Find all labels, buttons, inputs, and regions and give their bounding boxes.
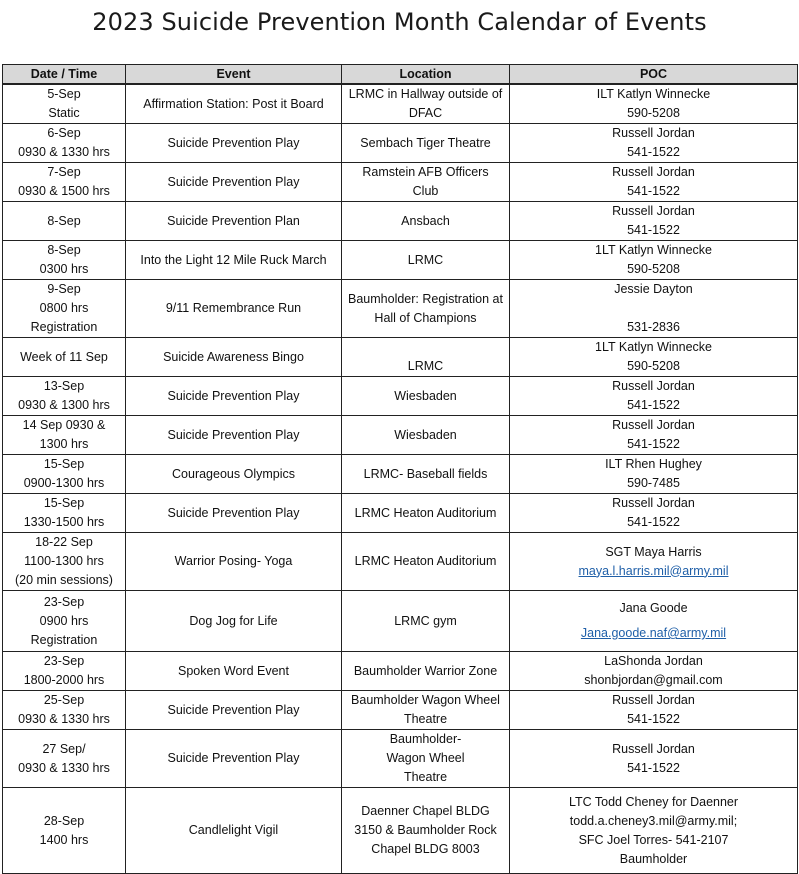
event-cell [126,533,342,591]
location-cell [342,494,510,533]
date-line: 0900-1300 hrs [23,476,105,490]
events-table [2,64,798,874]
location-line: Daenner Chapel BLDG [361,804,490,818]
date-line: Registration [30,320,98,334]
poc-cell [510,691,798,730]
poc-line: 541-1522 [627,760,680,775]
event-line: Affirmation Station: Post it Board [143,96,324,111]
table-row [3,163,798,202]
location-line: DFAC [408,106,443,120]
date-line: 18-22 Sep [35,535,93,549]
date-line: 0930 & 1500 hrs [18,184,110,198]
event-line: Suicide Prevention Plan [167,213,300,228]
page-title: 2023 Suicide Prevention Month Calendar of Events [92,8,707,36]
table-row [3,691,798,730]
location-line: Wiesbaden [394,388,457,403]
date-line: Week of 11 Sep [20,349,108,364]
event-line: Into the Light 12 Mile Ruck March [140,252,327,267]
date-line: 23-Sep [43,654,85,668]
poc-cell [510,280,798,338]
location-cell [342,652,510,691]
location-line: Baumholder Wagon Wheel [351,693,500,707]
event-cell [126,280,342,338]
date-cell [3,533,126,591]
date-cell [3,202,126,241]
date-cell [3,84,126,124]
poc-cell [510,788,798,874]
date-line: 0930 & 1330 hrs [18,760,110,775]
event-cell [126,455,342,494]
date-line: 0300 hrs [39,262,89,276]
location-cell [342,202,510,241]
date-line: 0900 hrs [39,613,89,628]
location-line: Theatre [403,712,448,726]
event-cell [126,202,342,241]
poc-line: LTC Todd Cheney for Daenner [568,794,739,809]
table-row [3,416,798,455]
poc-line: Russell Jordan [612,379,695,393]
event-line: Candlelight Vigil [188,823,279,837]
poc-line: todd.a.cheney3.mil@army.mil; [569,813,738,828]
table-row [3,591,798,652]
date-line: 0930 & 1330 hrs [18,712,110,726]
poc-cell [510,730,798,788]
date-cell [3,241,126,280]
poc-line: Jana Goode [619,601,688,615]
table-row [3,338,798,377]
date-line: 1800-2000 hrs [23,673,105,687]
poc-cell [510,652,798,691]
table-row [3,533,798,591]
location-line: LRMC gym [394,613,457,628]
table-row [3,84,798,124]
date-cell [3,652,126,691]
poc-line: 590-5208 [627,359,680,373]
header-row [3,65,798,85]
poc-line: 531-2836 [627,320,680,334]
poc-cell [510,338,798,377]
date-line: 1300 hrs [39,437,89,451]
poc-cell [510,124,798,163]
poc-line: SFC Joel Torres- 541-2107 [578,832,729,847]
column-header-date: Date / Time [3,65,126,85]
date-line: 1100-1300 hrs [24,554,104,568]
date-line: 9-Sep [47,282,81,296]
date-line: 15-Sep [43,496,85,510]
event-cell [126,730,342,788]
location-line: LRMC Heaton Auditorium [354,505,497,520]
poc-line: 1LT Katlyn Winnecke [595,340,712,354]
poc-line: SGT Maya Harris [605,544,702,559]
poc-cell [510,494,798,533]
location-line: LRMC in Hallway outside of [348,87,503,101]
location-line: Ramstein AFB Officers [362,165,489,179]
location-line: 3150 & Baumholder Rock [354,823,497,837]
date-line: 1400 hrs [39,832,89,847]
location-line: LRMC [407,252,444,267]
date-cell [3,124,126,163]
location-line: Sembach Tiger Theatre [360,135,491,150]
date-line: 13-Sep [43,379,85,393]
poc-line: shonbjordan@gmail.com [584,673,723,687]
location-cell [342,416,510,455]
location-line: Club [412,184,439,198]
date-cell [3,455,126,494]
location-cell [342,377,510,416]
location-cell [342,730,510,788]
poc-cell [510,84,798,124]
poc-cell [510,377,798,416]
poc-line: Russell Jordan [612,204,695,218]
date-cell [3,494,126,533]
date-line: 6-Sep [47,126,81,140]
poc-line: Russell Jordan [612,693,695,707]
event-line: Suicide Prevention Play [167,427,300,442]
table-row [3,124,798,163]
poc-line: 541-1522 [627,398,680,412]
date-cell [3,730,126,788]
date-line: 15-Sep [43,457,85,471]
location-line: Baumholder Warrior Zone [353,663,498,678]
poc-line: 541-1522 [627,712,680,726]
event-line: Spoken Word Event [178,663,289,678]
event-cell [126,241,342,280]
location-cell [342,788,510,874]
date-line: Static [48,106,80,120]
event-line: Suicide Prevention Play [167,135,300,150]
event-line: 9/11 Remembrance Run [165,301,302,315]
poc-line: 541-1522 [627,437,680,451]
table-row [3,494,798,533]
poc-line: Russell Jordan [612,126,695,140]
date-line: 1330-1500 hrs [23,515,105,529]
poc-cell [510,163,798,202]
poc-email-link[interactable]: Jana.goode.naf@army.mil [580,626,727,640]
event-cell [126,591,342,652]
table-row [3,730,798,788]
poc-email-link[interactable]: maya.l.harris.mil@army.mil [578,563,729,578]
poc-line: ILT Katlyn Winnecke [596,87,711,101]
date-cell [3,788,126,874]
date-cell [3,280,126,338]
date-line: 0930 & 1330 hrs [18,145,110,159]
date-line: 0930 & 1300 hrs [18,398,110,412]
event-cell [126,124,342,163]
date-line: 14 Sep 0930 & [22,418,106,432]
location-line: Chapel BLDG 8003 [371,842,480,856]
column-header-location: Location [342,65,510,85]
poc-line: LaShonda Jordan [604,654,703,668]
column-header-poc: POC [510,65,798,85]
location-line: LRMC Heaton Auditorium [354,554,497,568]
date-cell [3,591,126,652]
poc-line: 541-1522 [627,223,680,237]
event-cell [126,494,342,533]
poc-line: 590-5208 [627,262,680,276]
poc-line: Russell Jordan [612,418,695,432]
location-cell [342,533,510,591]
event-cell [126,652,342,691]
location-cell [342,84,510,124]
date-line: 8-Sep [47,213,81,228]
event-line: Suicide Prevention Play [167,505,300,520]
table-row [3,788,798,874]
events-body [3,84,798,874]
location-line: Ansbach [401,213,450,228]
poc-line: Baumholder [619,851,688,866]
event-cell [126,377,342,416]
poc-line: Jessie Dayton [614,282,693,296]
location-line: Theatre [403,770,448,784]
date-cell [3,163,126,202]
date-line: 25-Sep [43,693,85,707]
poc-line: ILT Rhen Hughey [605,457,702,471]
table-row [3,202,798,241]
date-cell [3,377,126,416]
poc-cell [510,202,798,241]
location-cell [342,280,510,338]
date-line: 0800 hrs [39,301,89,315]
location-line: Baumholder: Registration at [348,291,503,306]
location-cell [342,455,510,494]
location-line: LRMC [407,359,444,373]
table-row [3,377,798,416]
table-row [3,455,798,494]
location-line: Baumholder- [389,732,462,746]
event-line: Suicide Prevention Play [167,174,300,189]
date-cell [3,691,126,730]
poc-line: 590-7485 [627,476,680,490]
poc-line: Russell Jordan [612,165,695,179]
location-cell [342,691,510,730]
poc-line: 541-1522 [627,145,680,159]
date-line: 23-Sep [43,594,85,609]
date-line: (20 min sessions) [15,573,113,587]
poc-cell [510,455,798,494]
location-line: Wagon Wheel [386,751,465,765]
poc-line: 1LT Katlyn Winnecke [595,243,712,257]
location-cell [342,591,510,652]
event-line: Suicide Prevention Play [167,388,300,403]
event-line: Suicide Prevention Play [167,751,300,765]
event-cell [126,163,342,202]
location-line [344,338,507,357]
date-line: 28-Sep [43,813,85,828]
date-line: 7-Sep [47,165,81,179]
event-line: Dog Jog for Life [189,613,278,628]
location-cell [342,163,510,202]
poc-cell [510,533,798,591]
location-cell [342,338,510,377]
location-line: LRMC- Baseball fields [363,466,488,481]
event-cell [126,338,342,377]
poc-cell [510,416,798,455]
event-cell [126,84,342,124]
event-line: Suicide Awareness Bingo [163,349,304,364]
location-cell [342,124,510,163]
event-cell [126,416,342,455]
column-header-event: Event [126,65,342,85]
table-row [3,652,798,691]
table-row [3,280,798,338]
poc-line [512,299,795,318]
poc-cell [510,241,798,280]
date-line: 5-Sep [47,87,81,101]
table-row [3,241,798,280]
event-line: Warrior Posing- Yoga [174,554,293,568]
date-line: 27 Sep/ [42,741,86,756]
date-cell [3,338,126,377]
poc-line: Russell Jordan [612,741,695,756]
poc-cell [510,591,798,652]
event-line: Suicide Prevention Play [167,702,300,717]
poc-line: 590-5208 [627,106,680,120]
location-line: Hall of Champions [374,310,477,325]
date-line: Registration [30,632,98,647]
event-cell [126,788,342,874]
location-line: Wiesbaden [394,427,457,442]
date-line: 8-Sep [47,243,81,257]
date-cell [3,416,126,455]
poc-line: Russell Jordan [612,496,695,510]
poc-line: 541-1522 [627,515,680,529]
poc-line: 541-1522 [627,184,680,198]
location-cell [342,241,510,280]
event-cell [126,691,342,730]
event-line: Courageous Olympics [172,466,295,481]
